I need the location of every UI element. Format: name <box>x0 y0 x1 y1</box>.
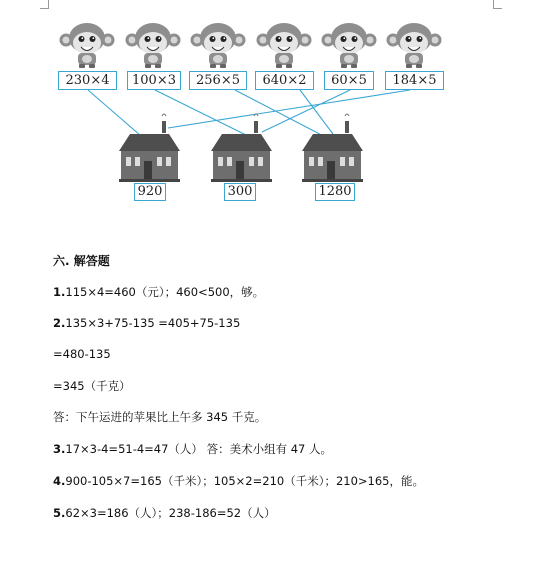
answer-number: 4. <box>53 474 66 488</box>
answer-text: 135×3+75-135 =405+75-135 <box>65 316 241 330</box>
answer-number: 3. <box>53 442 66 456</box>
expression-box: 256×5 <box>189 71 247 90</box>
matching-diagram <box>0 0 546 210</box>
answer-line <box>53 473 424 489</box>
expression-box: 230×4 <box>58 71 117 90</box>
expression-box: 60×5 <box>324 71 374 90</box>
answer-text: 62×3=186（人）；238-186=52（人） <box>65 506 276 520</box>
answer-line <box>53 441 332 457</box>
answer-text: 115×4=460（元）；460<500，够。 <box>65 285 265 299</box>
monkey-icon <box>387 23 442 68</box>
monkey-icon <box>322 23 377 68</box>
answer-line <box>53 316 240 330</box>
answer-box: 1280 <box>315 183 355 201</box>
house-icon <box>302 114 363 182</box>
expression-box: 640×2 <box>255 71 314 90</box>
house-icon <box>211 114 272 182</box>
monkey-icon <box>257 23 312 68</box>
answer-text: =345（千克） <box>53 379 131 393</box>
answer-box: 920 <box>134 183 166 201</box>
answer-line <box>53 378 131 394</box>
answer-line <box>53 409 266 425</box>
answer-text: =480-135 <box>53 347 111 361</box>
monkey-icon <box>126 23 181 68</box>
answer-box: 300 <box>224 183 256 201</box>
match-line <box>168 90 410 128</box>
expression-box: 100×3 <box>127 71 181 90</box>
answer-text: 900-105×7=165（千米）；105×2=210（千米）；210>165，能。 <box>65 474 424 488</box>
match-line <box>155 90 248 136</box>
answer-number: 5. <box>53 506 66 520</box>
answer-text: 答：下午运进的苹果比上午多 345 千克。 <box>53 410 267 424</box>
answer-text: 17×3-4=51-4=47（人） 答：美术小组有 47 人。 <box>65 442 333 456</box>
answer-number: 1. <box>53 285 66 299</box>
expression-box: 184×5 <box>385 71 444 90</box>
answer-line <box>53 347 111 361</box>
answer-line <box>53 505 276 521</box>
monkey-icon <box>60 23 115 68</box>
answer-number: 2. <box>53 316 66 330</box>
section-title: 六. 解答题 <box>53 254 110 268</box>
answer-line <box>53 284 264 300</box>
monkey-icon <box>191 23 246 68</box>
